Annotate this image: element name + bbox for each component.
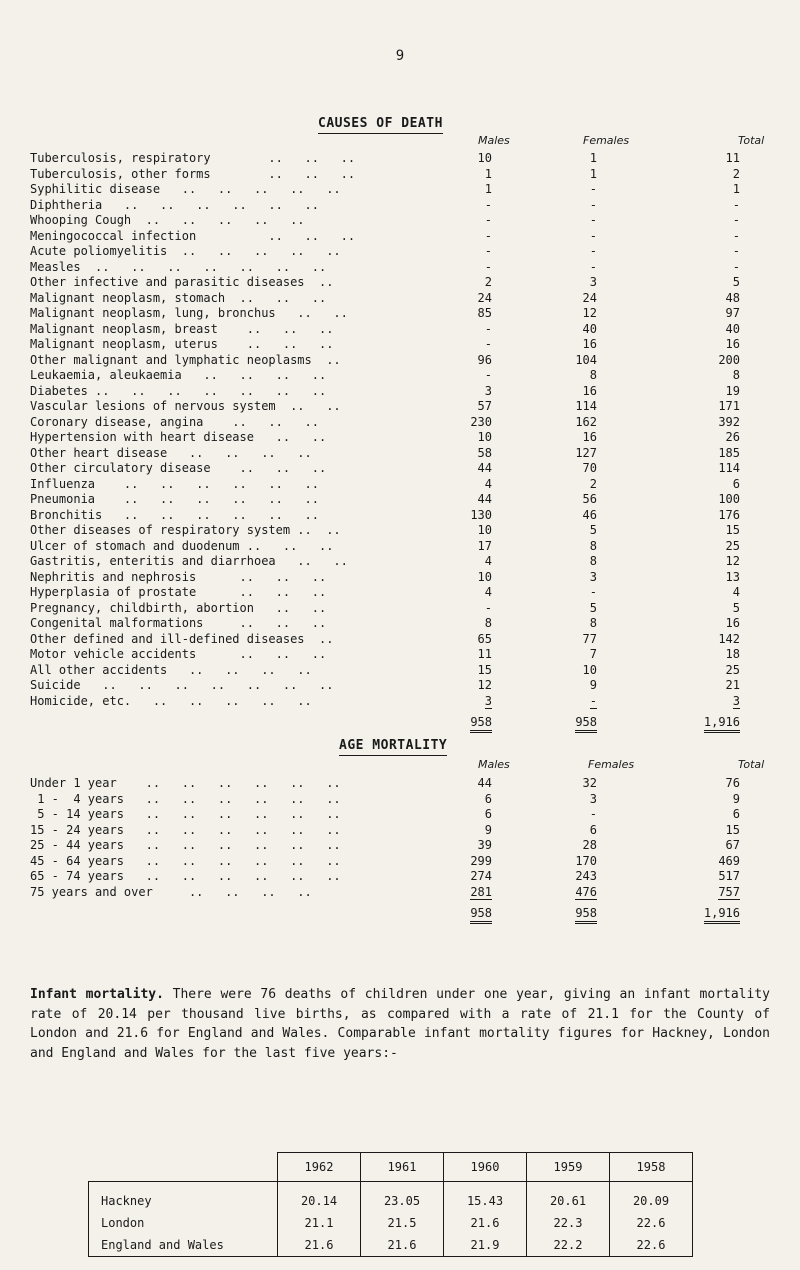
cause-total-value: 97 (725, 306, 740, 320)
cause-males-value: 15 (477, 662, 492, 677)
cause-females-value: 9 (589, 678, 597, 692)
cause-label: Malignant neoplasm, stomach .. .. .. (30, 290, 327, 305)
age-label: 75 years and over .. .. .. .. (30, 884, 312, 899)
cause-row (30, 150, 750, 166)
age-males-value: 281 (470, 884, 492, 899)
cause-females-value: 56 (582, 492, 597, 506)
rate-value: 22.3 (527, 1212, 610, 1234)
causes-heading: CAUSES OF DEATH (318, 116, 443, 134)
cause-row (30, 367, 750, 383)
cause-males-value: 4 (484, 476, 492, 491)
cause-females-value: 46 (582, 507, 597, 522)
cause-total-value: 100 (718, 492, 740, 506)
cause-males-value: 85 (477, 306, 492, 320)
cause-total-value: 1 (732, 182, 740, 196)
cause-label: Hypertension with heart disease .. .. (30, 430, 327, 444)
age-females-value: - (589, 807, 597, 821)
cause-females-value: 8 (589, 368, 597, 382)
cause-total-total: 1,916 (680, 714, 740, 730)
area-label: London (89, 1212, 278, 1234)
cause-males-value: 2 (484, 275, 492, 289)
cause-total-value: 2 (732, 166, 740, 181)
cause-females-value: - (589, 213, 597, 227)
infant-paragraph (30, 985, 770, 1063)
age-total-total: 1,916 (680, 905, 740, 921)
cause-females-value: 5 (589, 600, 597, 615)
causes-col-total: Total (738, 134, 765, 147)
cause-label: Other diseases of respiratory system .. .. (30, 523, 341, 537)
cause-total-value: - (732, 197, 740, 212)
cause-label: Pregnancy, childbirth, abortion .. .. (30, 600, 327, 615)
rate-value: 22.6 (610, 1234, 693, 1257)
age-females-value: 243 (575, 869, 597, 883)
rate-value: 21.6 (444, 1212, 527, 1234)
cause-label: All other accidents .. .. .. .. (30, 662, 312, 677)
cause-label: Diphtheria .. .. .. .. .. .. (30, 197, 319, 212)
age-row (30, 868, 750, 884)
cause-total-value: 40 (725, 321, 740, 336)
age-row (30, 806, 750, 822)
cause-label: Bronchitis .. .. .. .. .. .. (30, 507, 319, 522)
cause-label: Whooping Cough .. .. .. .. .. (30, 213, 305, 227)
cause-females-value: 24 (582, 290, 597, 305)
age-col-males: Males (478, 758, 510, 771)
cause-females-value: 16 (582, 337, 597, 351)
cause-label: Congenital malformations .. .. .. (30, 616, 327, 630)
age-col-females: Females (588, 758, 635, 771)
cause-row (30, 522, 750, 538)
cause-total-value: 16 (725, 337, 740, 351)
cause-row (30, 693, 750, 709)
cause-females-value: 8 (589, 616, 597, 630)
cause-males-value: - (484, 244, 492, 258)
age-total-value: 15 (725, 822, 740, 837)
cause-row (30, 352, 750, 368)
age-row (30, 884, 750, 900)
cause-label: Malignant neoplasm, uterus .. .. .. (30, 337, 334, 351)
age-males-value: 6 (484, 807, 492, 821)
age-total-value: 757 (718, 884, 740, 899)
cause-females-value: - (589, 244, 597, 258)
age-females-value: 32 (582, 776, 597, 790)
cause-label: Pneumonia .. .. .. .. .. .. (30, 492, 319, 506)
age-total-value: 67 (725, 838, 740, 852)
cause-females-value: 70 (582, 461, 597, 475)
cause-females-value: 8 (589, 554, 597, 568)
cause-label: Malignant neoplasm, breast .. .. .. (30, 321, 334, 336)
cause-total-value: 21 (725, 678, 740, 692)
age-total-value: 469 (718, 853, 740, 868)
cause-females-value: 16 (582, 383, 597, 398)
rate-value: 21.9 (444, 1234, 527, 1257)
infant-lead: Infant mortality. (30, 987, 164, 1002)
rate-value: 21.6 (278, 1234, 361, 1257)
age-total-value: 76 (725, 776, 740, 790)
age-total-value: 9 (732, 791, 740, 806)
cause-total-value: 13 (725, 569, 740, 584)
cause-males-value: 11 (477, 647, 492, 661)
rate-value: 23.05 (361, 1182, 444, 1213)
age-total-females: 958 (537, 905, 597, 921)
cause-females-value: 5 (589, 523, 597, 537)
cause-row (30, 538, 750, 554)
cause-total-value: 3 (732, 693, 740, 708)
cause-row (30, 305, 750, 321)
cause-males-value: - (484, 368, 492, 382)
cause-males-value: - (484, 228, 492, 243)
cause-males-value: 1 (484, 166, 492, 181)
cause-label: Acute poliomyelitis .. .. .. .. .. (30, 244, 341, 258)
infant-table-row (89, 1234, 693, 1257)
cause-label: Nephritis and nephrosis .. .. .. (30, 569, 327, 584)
cause-label: Syphilitic disease .. .. .. .. .. (30, 182, 341, 196)
rate-value: 20.09 (610, 1182, 693, 1213)
cause-row (30, 460, 750, 476)
cause-females-value: 2 (589, 476, 597, 491)
age-col-total: Total (738, 758, 765, 771)
cause-total-females: 958 (537, 714, 597, 730)
cause-females-value: - (589, 693, 597, 708)
cause-total-value: 392 (718, 414, 740, 429)
cause-row (30, 197, 750, 213)
cause-total-value: - (732, 228, 740, 243)
cause-label: Influenza .. .. .. .. .. .. (30, 476, 319, 491)
cause-total-value: - (732, 259, 740, 274)
cause-females-value: 77 (582, 631, 597, 646)
year-header: 1958 (610, 1153, 693, 1182)
cause-males-value: 4 (484, 585, 492, 599)
cause-males-value: - (484, 600, 492, 615)
cause-row (30, 429, 750, 445)
cause-row (30, 166, 750, 182)
cause-total-value: 171 (718, 399, 740, 413)
rate-value: 21.1 (278, 1212, 361, 1234)
cause-label: Suicide .. .. .. .. .. .. .. (30, 678, 334, 692)
age-row (30, 822, 750, 838)
cause-females-value: 127 (575, 445, 597, 460)
cause-row (30, 553, 750, 569)
cause-males-value: 65 (477, 631, 492, 646)
cause-row (30, 274, 750, 290)
rate-value: 20.14 (278, 1182, 361, 1213)
age-label: 65 - 74 years .. .. .. .. .. .. (30, 869, 341, 883)
age-total-row (30, 905, 750, 921)
age-row (30, 837, 750, 853)
age-label: 25 - 44 years .. .. .. .. .. .. (30, 838, 341, 852)
cause-row (30, 228, 750, 244)
rate-value: 21.6 (361, 1234, 444, 1257)
age-females-value: 6 (589, 822, 597, 837)
rate-value: 15.43 (444, 1182, 527, 1213)
cause-females-value: 16 (582, 430, 597, 444)
cause-label: Vascular lesions of nervous system .. .. (30, 399, 341, 413)
cause-males-value: 10 (477, 569, 492, 584)
cause-females-value: 7 (589, 647, 597, 661)
cause-label: Other circulatory disease .. .. .. (30, 461, 327, 475)
cause-row (30, 677, 750, 693)
cause-males-value: 12 (477, 678, 492, 692)
cause-label: Gastritis, enteritis and diarrhoea .. .. (30, 554, 348, 568)
cause-females-value: 3 (589, 275, 597, 289)
age-males-value: 44 (477, 776, 492, 790)
cause-row (30, 569, 750, 585)
age-row (30, 775, 750, 791)
cause-total-value: 25 (725, 538, 740, 553)
cause-females-value: 1 (589, 166, 597, 181)
age-label: 5 - 14 years .. .. .. .. .. .. (30, 807, 341, 821)
cause-males-value: 44 (477, 492, 492, 506)
cause-total-value: 16 (725, 616, 740, 630)
cause-row (30, 615, 750, 631)
cause-total-value: 200 (718, 352, 740, 367)
cause-total-value: 114 (718, 461, 740, 475)
cause-females-value: 12 (582, 306, 597, 320)
cause-row (30, 600, 750, 616)
cause-males-value: - (484, 259, 492, 274)
cause-row (30, 631, 750, 647)
cause-males-value: - (484, 321, 492, 336)
cause-total-value: 4 (732, 585, 740, 599)
cause-row (30, 321, 750, 337)
cause-row (30, 662, 750, 678)
cause-total-males: 958 (432, 714, 492, 730)
cause-total-value: 15 (725, 523, 740, 537)
cause-males-value: 1 (484, 182, 492, 196)
cause-females-value: 162 (575, 414, 597, 429)
age-label: 15 - 24 years .. .. .. .. .. .. (30, 822, 341, 837)
cause-total-value: 185 (718, 445, 740, 460)
cause-total-value: - (732, 213, 740, 227)
cause-males-value: 3 (484, 383, 492, 398)
cause-total-value: 5 (732, 600, 740, 615)
cause-females-value: 10 (582, 662, 597, 677)
rate-value: 21.5 (361, 1212, 444, 1234)
cause-label: Coronary disease, angina .. .. .. (30, 414, 319, 429)
cause-row (30, 259, 750, 275)
cause-males-value: 130 (470, 507, 492, 522)
infant-table-corner (89, 1153, 278, 1182)
year-header: 1962 (278, 1153, 361, 1182)
cause-label: Ulcer of stomach and duodenum .. .. .. (30, 538, 334, 553)
cause-row (30, 414, 750, 430)
cause-label: Tuberculosis, respiratory .. .. .. (30, 151, 356, 165)
cause-females-value: 114 (575, 399, 597, 413)
rate-value: 22.6 (610, 1212, 693, 1234)
cause-total-value: 8 (732, 368, 740, 382)
cause-label: Homicide, etc. .. .. .. .. .. (30, 693, 312, 708)
cause-females-value: 3 (589, 569, 597, 584)
cause-males-value: 230 (470, 414, 492, 429)
age-females-value: 3 (589, 791, 597, 806)
cause-label: Hyperplasia of prostate .. .. .. (30, 585, 327, 599)
age-heading: AGE MORTALITY (339, 738, 447, 756)
cause-males-value: 57 (477, 399, 492, 413)
cause-row (30, 212, 750, 228)
cause-row (30, 646, 750, 662)
age-males-value: 6 (484, 791, 492, 806)
cause-total-value: 176 (718, 507, 740, 522)
age-label: Under 1 year .. .. .. .. .. .. (30, 776, 341, 790)
cause-total-value: 5 (732, 275, 740, 289)
infant-mortality-table (88, 1152, 693, 1257)
cause-total-value: 18 (725, 647, 740, 661)
cause-males-value: 96 (477, 352, 492, 367)
rate-value: 20.61 (527, 1182, 610, 1213)
cause-females-value: 40 (582, 321, 597, 336)
infant-text: There were 76 deaths of children under one year, giving an infant mortality rate of 20.14 per thousand live births, as compared with a rate of 21.1 for the County of London and 21.6 for England and Wales. Comparable infant mortality figures for Hackney, London and England and Wales for the last five years:- (30, 987, 770, 1061)
age-total-value: 6 (732, 807, 740, 821)
area-label: Hackney (89, 1182, 278, 1213)
cause-males-value: 58 (477, 445, 492, 460)
causes-col-males: Males (478, 134, 510, 147)
causes-col-females: Females (583, 134, 630, 147)
cause-total-value: - (732, 244, 740, 258)
page-number: 9 (395, 48, 405, 64)
cause-females-value: - (589, 259, 597, 274)
infant-table-row (89, 1212, 693, 1234)
age-row (30, 791, 750, 807)
cause-row (30, 243, 750, 259)
age-females-value: 28 (582, 838, 597, 852)
cause-total-row (30, 714, 750, 730)
cause-total-value: 19 (725, 383, 740, 398)
infant-table-header (89, 1153, 693, 1182)
cause-row (30, 445, 750, 461)
cause-total-value: 142 (718, 631, 740, 646)
cause-label: Malignant neoplasm, lung, bronchus .. .. (30, 306, 348, 320)
cause-label: Other defined and ill-defined diseases .. (30, 631, 334, 646)
age-total-males: 958 (432, 905, 492, 921)
cause-row (30, 290, 750, 306)
cause-males-value: - (484, 197, 492, 212)
cause-males-value: 10 (477, 523, 492, 537)
cause-label: Tuberculosis, other forms .. .. .. (30, 166, 356, 181)
cause-females-value: 104 (575, 352, 597, 367)
age-label: 45 - 64 years .. .. .. .. .. .. (30, 853, 341, 868)
cause-males-value: 24 (477, 290, 492, 305)
cause-row (30, 181, 750, 197)
cause-males-value: 3 (484, 693, 492, 708)
cause-total-value: 11 (725, 151, 740, 165)
cause-row (30, 336, 750, 352)
cause-females-value: 8 (589, 538, 597, 553)
cause-males-value: 10 (477, 430, 492, 444)
age-males-value: 9 (484, 822, 492, 837)
age-females-value: 476 (575, 884, 597, 899)
age-row (30, 853, 750, 869)
cause-row (30, 507, 750, 523)
cause-label: Diabetes .. .. .. .. .. .. .. (30, 383, 327, 398)
rate-value: 22.2 (527, 1234, 610, 1257)
cause-label: Other malignant and lymphatic neoplasms .. (30, 352, 341, 367)
age-males-value: 274 (470, 869, 492, 883)
year-header: 1960 (444, 1153, 527, 1182)
cause-males-value: - (484, 337, 492, 351)
cause-total-value: 25 (725, 662, 740, 677)
cause-label: Other infective and parasitic diseases .. (30, 275, 334, 289)
cause-total-value: 48 (725, 290, 740, 305)
cause-total-value: 6 (732, 476, 740, 491)
cause-row (30, 491, 750, 507)
age-females-value: 170 (575, 853, 597, 868)
cause-label: Leukaemia, aleukaemia .. .. .. .. (30, 368, 327, 382)
cause-females-value: 1 (589, 151, 597, 165)
cause-row (30, 476, 750, 492)
cause-label: Other heart disease .. .. .. .. (30, 445, 312, 460)
age-males-value: 39 (477, 838, 492, 852)
cause-label: Motor vehicle accidents .. .. .. (30, 647, 327, 661)
cause-label: Meningococcal infection .. .. .. (30, 228, 356, 243)
cause-row (30, 398, 750, 414)
infant-table-row (89, 1182, 693, 1213)
area-label: England and Wales (89, 1234, 278, 1257)
cause-males-value: 8 (484, 616, 492, 630)
cause-total-value: 26 (725, 430, 740, 444)
cause-males-value: - (484, 213, 492, 227)
age-label: 1 - 4 years .. .. .. .. .. .. (30, 791, 341, 806)
year-header: 1959 (527, 1153, 610, 1182)
cause-females-value: - (589, 585, 597, 599)
cause-row (30, 383, 750, 399)
age-total-value: 517 (718, 869, 740, 883)
age-males-value: 299 (470, 853, 492, 868)
cause-total-value: 12 (725, 554, 740, 568)
year-header: 1961 (361, 1153, 444, 1182)
cause-females-value: - (589, 228, 597, 243)
cause-males-value: 4 (484, 554, 492, 568)
cause-males-value: 44 (477, 461, 492, 475)
cause-label: Measles .. .. .. .. .. .. .. (30, 259, 327, 274)
cause-females-value: - (589, 197, 597, 212)
cause-males-value: 17 (477, 538, 492, 553)
cause-females-value: - (589, 182, 597, 196)
cause-row (30, 584, 750, 600)
cause-males-value: 10 (477, 151, 492, 165)
